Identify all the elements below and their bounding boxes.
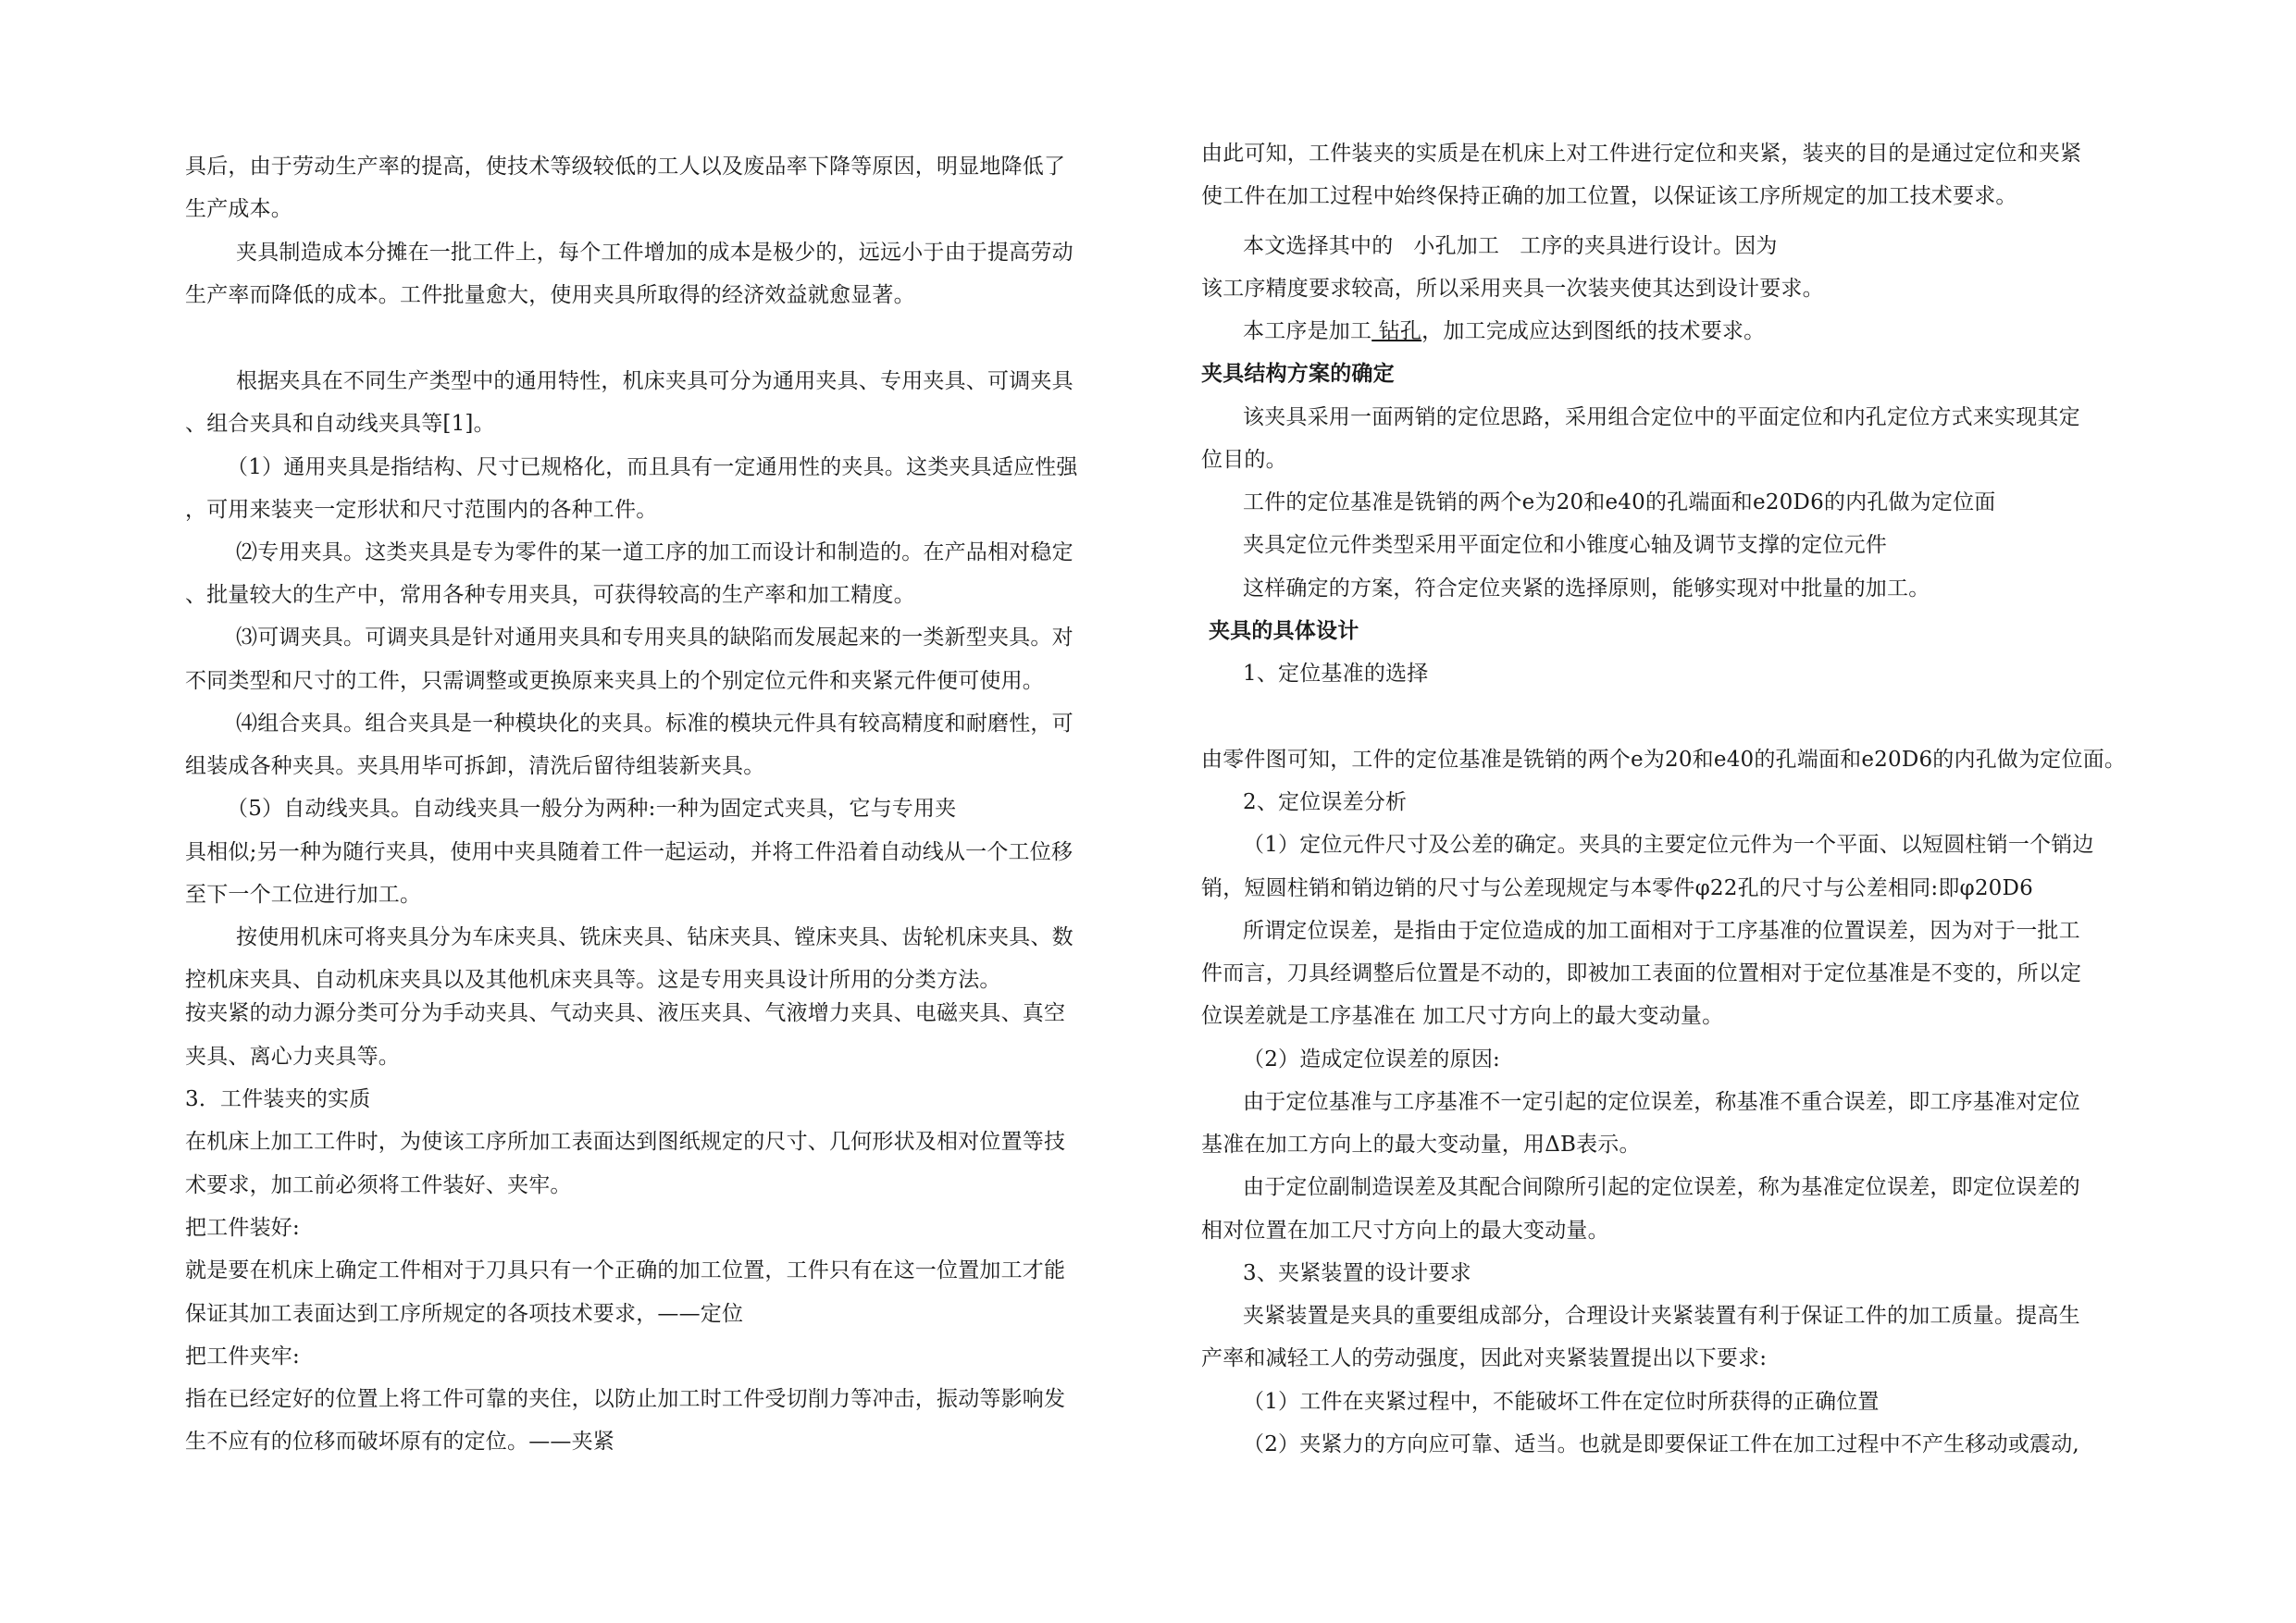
text-line: 1、定位基准的选择 [1243, 662, 1429, 686]
text-line: 、组合夹具和自动线夹具等[1]。 [185, 412, 495, 436]
text-line: 这样确定的方案，符合定位夹紧的选择原则，能够实现对中批量的加工。 [1243, 576, 1930, 601]
text-line: 夹具、离心力夹具等。 [185, 1045, 400, 1069]
text-span: 工序的夹具进行设计。因为 [1520, 234, 1778, 258]
text-span: 小孔加工 [1413, 234, 1500, 258]
section-heading: 夹具结构方案的确定 [1201, 361, 1395, 386]
section-heading: 3．工件装夹的实质 [185, 1087, 371, 1111]
text-line: （5）自动线夹具。自动线夹具一般分为两种:一种为固定式夹具，它与专用夹 [227, 797, 957, 821]
text-line: 术要求，加工前必须将工件装好、夹牢。 [185, 1173, 572, 1197]
text-line: ⑷组合夹具。组合夹具是一种模块化的夹具。标准的模块元件具有较高精度和耐磨性，可 [236, 712, 1074, 736]
text-line: ，可用来装夹一定形状和尺寸范围内的各种工件。 [185, 498, 658, 522]
text-line: 该工序精度要求较高，所以采用夹具一次装夹使其达到设计要求。 [1201, 277, 1824, 301]
text-line: 相对位置在加工尺寸方向上的最大变动量。 [1201, 1219, 1609, 1243]
text-line: （1）通用夹具是指结构、尺寸已规格化，而且具有一定通用性的夹具。这类夹具适应性强 [227, 455, 1078, 479]
text-line: 、批量较大的生产中，常用各种专用夹具，可获得较高的生产率和加工精度。 [185, 583, 915, 607]
text-line: 由此可知，工件装夹的实质是在机床上对工件进行定位和夹紧，装夹的目的是通过定位和夹紧 [1201, 142, 2082, 166]
text-span: 本文选择其中的 [1243, 234, 1394, 258]
text-line: 把工件装好: [185, 1216, 300, 1240]
text-line: 夹具定位元件类型采用平面定位和小锥度心轴及调节支撑的定位元件 [1243, 533, 1887, 557]
text-line: 位目的。 [1201, 448, 1287, 472]
text-line: 产率和减轻工人的劳动强度，因此对夹紧装置提出以下要求: [1201, 1346, 1768, 1370]
text-line: 该夹具采用一面两销的定位思路，采用组合定位中的平面定位和内孔定位方式来实现其定 [1243, 405, 2080, 429]
text-line: 就是要在机床上确定工件相对于刀具只有一个正确的加工位置，工件只有在这一位置加工才能 [185, 1258, 1066, 1282]
text-line: 生不应有的位移而破坏原有的定位。——夹紧 [185, 1430, 614, 1454]
text-line: 在机床上加工工件时，为使该工序所加工表面达到图纸规定的尺寸、几何形状及相对位置等技 [185, 1130, 1066, 1154]
text-line: 销，短圆柱销和销边销的尺寸与公差现规定与本零件φ22孔的尺寸与公差相同:即φ20D6 [1201, 876, 2033, 900]
text-line: 把工件夹牢: [185, 1344, 300, 1369]
text-line: （2）夹紧力的方向应可靠、适当。也就是即要保证工件在加工过程中不产生移动或震动, [1243, 1432, 2079, 1456]
text-line: 至下一个工位进行加工。 [185, 883, 422, 907]
text-line: （1）定位元件尺寸及公差的确定。夹具的主要定位元件为一个平面、以短圆柱销一个销边 [1243, 833, 2094, 857]
text-line: ⑶可调夹具。可调夹具是针对通用夹具和专用夹具的缺陷而发展起来的一类新型夹具。对 [236, 626, 1074, 650]
text-line: 按使用机床可将夹具分为车床夹具、铣床夹具、钻床夹具、镗床夹具、齿轮机床夹具、数 [236, 925, 1074, 949]
text-line: 夹具制造成本分摊在一批工件上，每个工件增加的成本是极少的，远远小于由于提高劳动 [236, 241, 1074, 265]
text-line: （1）工件在夹紧过程中，不能破坏工件在定位时所获得的正确位置 [1243, 1390, 1880, 1414]
text-line: 所谓定位误差，是指由于定位造成的加工面相对于工序基准的位置误差，因为对于一批工 [1243, 919, 2080, 943]
text-line: （2）造成定位误差的原因: [1243, 1047, 1500, 1072]
text-line: 由零件图可知，工件的定位基准是铣销的两个e为20和e40的孔端面和e20D6的内孔做为定位面。 [1201, 748, 2127, 772]
text-line: 由于定位基准与工序基准不一定引起的定位误差，称基准不重合误差，即工序基准对定位 [1243, 1090, 2080, 1114]
text-line: 具后，由于劳动生产率的提高，使技术等级较低的工人以及废品率下降等原因，明显地降低了 [185, 155, 1066, 179]
text-line: 生产率而降低的成本。工件批量愈大，使用夹具所取得的经济效益就愈显著。 [185, 283, 915, 307]
text-line: 根据夹具在不同生产类型中的通用特性，机床夹具可分为通用夹具、专用夹具、可调夹具 [236, 369, 1074, 393]
section-heading: 夹具的具体设计 [1209, 618, 1359, 643]
text-line: 不同类型和尺寸的工件，只需调整或更换原来夹具上的个别定位元件和夹紧元件便可使用。 [185, 669, 1044, 693]
text-line: 基准在加工方向上的最大变动量，用ΔB表示。 [1201, 1133, 1641, 1157]
text-line: 生产成本。 [185, 197, 292, 221]
text-span: ，加工完成应达到图纸的技术要求。 [1421, 319, 1766, 343]
underlined-term: 钻孔 [1371, 319, 1422, 343]
text-line: 由于定位副制造误差及其配合间隙所引起的定位误差，称为基准定位误差，即定位误差的 [1243, 1175, 2080, 1199]
text-line: 指在已经定好的位置上将工件可靠的夹住，以防止加工时工件受切削力等冲击，振动等影响发 [185, 1387, 1066, 1411]
text-span: 本工序是加工 [1243, 319, 1372, 343]
text-line: 按夹紧的动力源分类可分为手动夹具、气动夹具、液压夹具、气液增力夹具、电磁夹具、真空 [185, 1001, 1066, 1025]
text-line: 3、夹紧装置的设计要求 [1243, 1261, 1471, 1285]
text-line: 控机床夹具、自动机床夹具以及其他机床夹具等。这是专用夹具设计所用的分类方法。 [185, 968, 1001, 992]
text-line: ⑵专用夹具。这类夹具是专为零件的某一道工序的加工而设计和制造的。在产品相对稳定 [236, 540, 1074, 564]
text-line: 2、定位误差分析 [1243, 790, 1408, 814]
text-line: 工件的定位基准是铣销的两个e为20和e40的孔端面和e20D6的内孔做为定位面 [1243, 490, 1996, 514]
text-line [1243, 317, 1765, 345]
text-line: 组装成各种夹具。夹具用毕可拆卸，清洗后留待组装新夹具。 [185, 754, 765, 778]
text-line: 件而言，刀具经调整后位置是不动的，即被加工表面的位置相对于定位基准是不变的，所以定 [1201, 961, 2082, 985]
text-line [1243, 232, 1778, 260]
text-line: 具相似;另一种为随行夹具，使用中夹具随着工件一起运动，并将工件沿着自动线从一个工位移 [185, 840, 1074, 864]
text-line: 保证其加工表面达到工序所规定的各项技术要求，——定位 [185, 1302, 744, 1326]
text-line: 使工件在加工过程中始终保持正确的加工位置，以保证该工序所规定的加工技术要求。 [1201, 184, 2017, 208]
text-line: 位误差就是工序基准在 加工尺寸方向上的最大变动量。 [1201, 1004, 1724, 1028]
text-line: 夹紧装置是夹具的重要组成部分，合理设计夹紧装置有利于保证工件的加工质量。提高生 [1243, 1304, 2080, 1328]
